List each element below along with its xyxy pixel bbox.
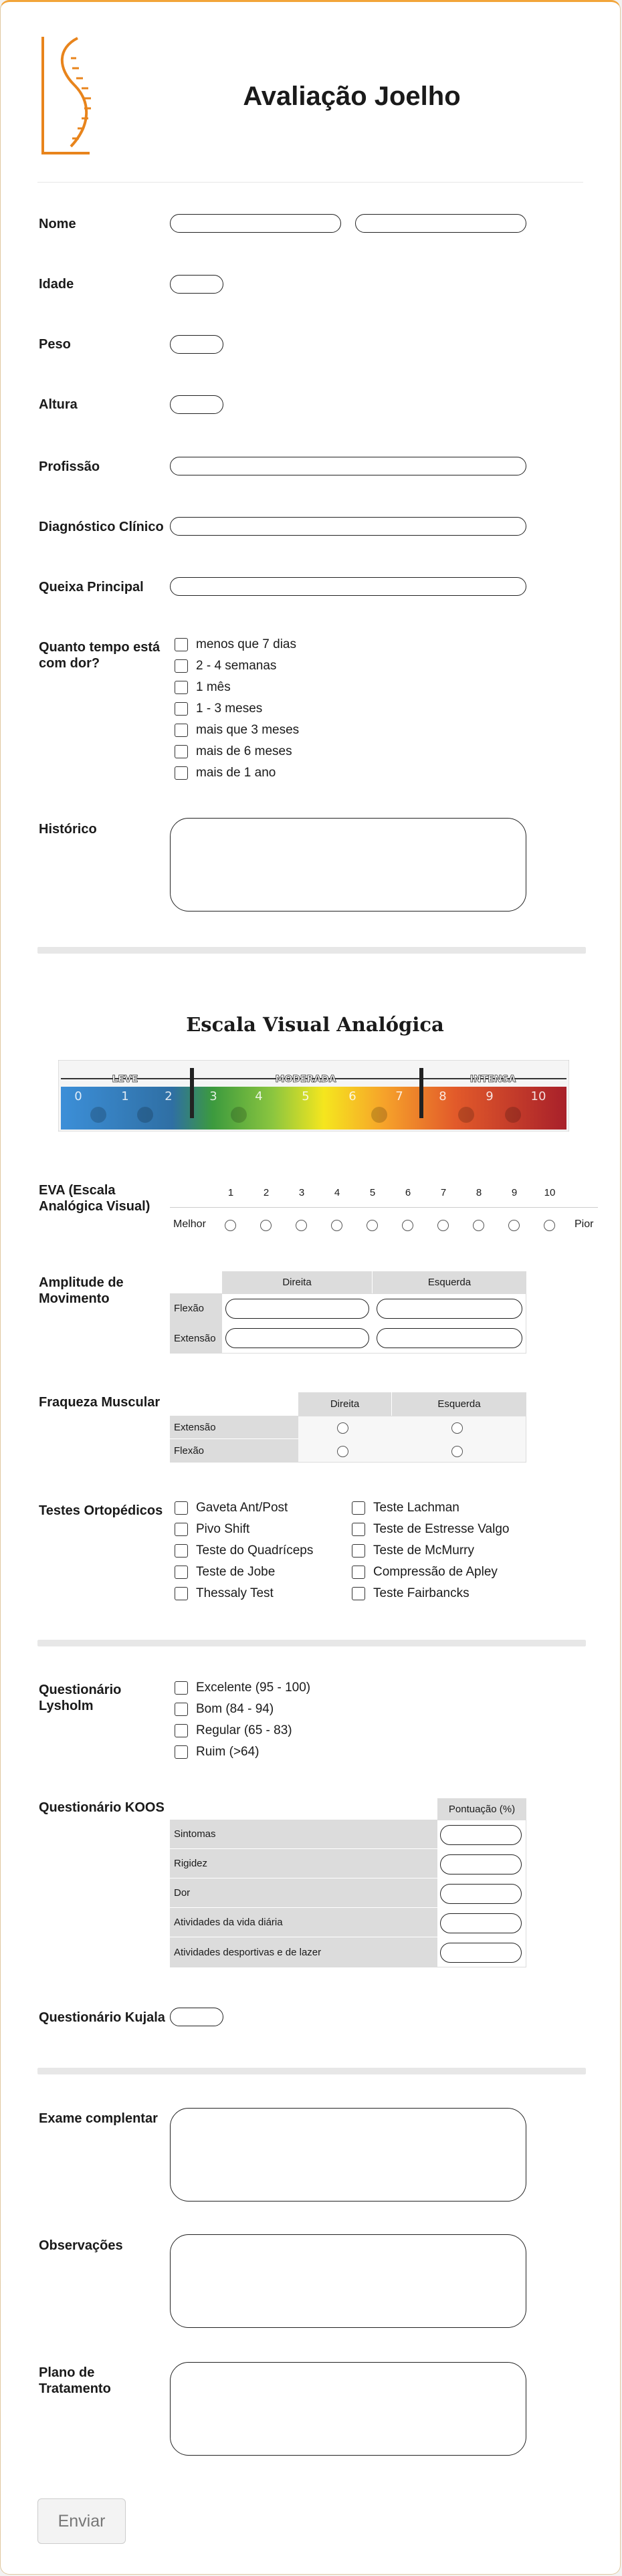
eva-radio-2[interactable] — [260, 1220, 272, 1231]
eva-radio-7[interactable] — [437, 1220, 449, 1231]
checkbox[interactable] — [175, 1544, 188, 1558]
eva-separator — [170, 1207, 598, 1208]
exame-textarea[interactable] — [170, 2108, 526, 2202]
lysholm-option[interactable]: Bom (84 - 94) — [175, 1701, 274, 1718]
lysholm-label: Questionário Lysholm — [39, 1683, 122, 1713]
amplitude-extensao-direita-input[interactable] — [225, 1328, 369, 1348]
idade-label: Idade — [39, 277, 74, 292]
submit-button[interactable]: Enviar — [37, 2498, 126, 2544]
koos-avd-input[interactable] — [440, 1913, 522, 1933]
teste-option[interactable]: Pivo Shift — [175, 1521, 249, 1538]
teste-option[interactable]: Thessaly Test — [175, 1585, 274, 1602]
amplitude-extensao-esquerda-input[interactable] — [377, 1328, 522, 1348]
face-icon — [371, 1107, 387, 1123]
fraqueza-header-esquerda: Esquerda — [392, 1392, 526, 1416]
eva-radio-1[interactable] — [225, 1220, 236, 1231]
checkbox[interactable] — [352, 1587, 365, 1600]
koos-row-label: Atividades da vida diária — [170, 1908, 437, 1937]
scale-number: 5 — [302, 1089, 310, 1103]
checkbox[interactable] — [175, 1745, 188, 1759]
checkbox[interactable] — [175, 1587, 188, 1600]
fraqueza-row-label: Flexão — [170, 1439, 298, 1463]
koos-dor-input[interactable] — [440, 1884, 522, 1904]
checkbox[interactable] — [175, 745, 188, 758]
section-divider — [37, 2068, 586, 2074]
face-icon — [90, 1107, 106, 1123]
eva-number: 5 — [369, 1187, 376, 1198]
form-header — [37, 31, 583, 183]
koos-desportivas-input[interactable] — [440, 1943, 522, 1963]
testes-label: Testes Ortopédicos — [39, 1503, 163, 1518]
pain-scale-image — [58, 1060, 569, 1132]
scale-number: 8 — [439, 1089, 447, 1103]
profissao-label: Profissão — [39, 459, 100, 474]
face-icon — [505, 1107, 521, 1123]
historico-textarea[interactable] — [170, 818, 526, 911]
eva-radio-9[interactable] — [508, 1220, 520, 1231]
eva-number: 10 — [544, 1187, 556, 1198]
koos-row-label: Sintomas — [170, 1820, 437, 1849]
checkbox[interactable] — [352, 1523, 365, 1536]
teste-option[interactable]: Teste de McMurry — [352, 1542, 474, 1560]
fraqueza-header-direita: Direita — [298, 1392, 392, 1416]
teste-option[interactable]: Teste de Jobe — [175, 1564, 275, 1581]
checkbox[interactable] — [175, 1566, 188, 1579]
altura-label: Altura — [39, 397, 78, 412]
checkbox[interactable] — [175, 1501, 188, 1515]
scale-number: 4 — [255, 1089, 263, 1103]
eva-number: 4 — [334, 1187, 340, 1198]
checkbox[interactable] — [175, 1703, 188, 1716]
checkbox[interactable] — [175, 681, 188, 694]
eva-title: Escala Visual Analógica — [186, 1013, 444, 1036]
amplitude-row-label: Flexão — [170, 1293, 222, 1323]
teste-option[interactable]: Teste do Quadríceps — [175, 1542, 313, 1560]
teste-option[interactable]: Compressão de Apley — [352, 1564, 498, 1581]
eva-pior-label: Pior — [575, 1218, 594, 1230]
scale-label-leve: LEVE — [112, 1074, 138, 1085]
scale-number: 9 — [486, 1089, 494, 1103]
tempo-option[interactable]: mais que 3 meses — [175, 722, 299, 739]
historico-label: Histórico — [39, 822, 97, 837]
eva-melhor-label: Melhor — [173, 1218, 206, 1230]
scale-number: 7 — [395, 1089, 403, 1103]
koos-row-label: Dor — [170, 1879, 437, 1908]
checkbox[interactable] — [175, 659, 188, 673]
eva-radio-4[interactable] — [331, 1220, 342, 1231]
amplitude-flexao-esquerda-input[interactable] — [377, 1299, 522, 1319]
fraqueza-extensao-direita-radio[interactable] — [337, 1422, 348, 1434]
eva-number: 1 — [227, 1187, 234, 1198]
eva-radio-6[interactable] — [402, 1220, 413, 1231]
face-icon — [137, 1107, 153, 1123]
amplitude-row-label: Extensão — [170, 1323, 222, 1354]
exame-label: Exame complentar — [39, 2111, 158, 2126]
teste-option[interactable]: Teste Fairbancks — [352, 1585, 470, 1602]
lysholm-option[interactable]: Ruim (>64) — [175, 1743, 260, 1761]
eva-number: 6 — [405, 1187, 411, 1198]
tempo-option[interactable]: 1 - 3 meses — [175, 700, 262, 718]
checkbox[interactable] — [175, 702, 188, 716]
checkbox[interactable] — [352, 1544, 365, 1558]
koos-label: Questionário KOOS — [39, 1800, 165, 1815]
spine-logo-icon — [37, 31, 99, 158]
face-icon — [231, 1107, 247, 1123]
diagnostico-input[interactable] — [170, 517, 526, 536]
eva-radio-10[interactable] — [544, 1220, 555, 1231]
fraqueza-extensao-esquerda-radio[interactable] — [451, 1422, 463, 1434]
tempo-option[interactable]: mais de 6 meses — [175, 743, 292, 760]
checkbox[interactable] — [175, 638, 188, 651]
koos-row-label: Rigidez — [170, 1849, 437, 1879]
checkbox[interactable] — [175, 1724, 188, 1737]
koos-rigidez-input[interactable] — [440, 1854, 522, 1874]
altura-input[interactable] — [170, 395, 223, 414]
observacoes-textarea[interactable] — [170, 2234, 526, 2328]
tempo-option[interactable]: mais de 1 ano — [175, 764, 276, 782]
peso-input[interactable] — [170, 335, 223, 354]
peso-label: Peso — [39, 337, 71, 352]
section-divider — [37, 1640, 586, 1646]
scale-number: 6 — [348, 1089, 356, 1103]
amplitude-header-esquerda: Esquerda — [373, 1271, 526, 1293]
eva-label: EVA (Escala Analógica Visual) — [39, 1183, 150, 1214]
eva-radio-3[interactable] — [296, 1220, 307, 1231]
tempo-option[interactable]: 1 mês — [175, 679, 231, 696]
plano-label: Plano de Tratamento — [39, 2365, 111, 2396]
scale-number: 10 — [530, 1089, 546, 1103]
diagnostico-label: Diagnóstico Clínico — [39, 520, 164, 534]
teste-option[interactable]: Teste de Estresse Valgo — [352, 1521, 509, 1538]
scale-number: 3 — [209, 1089, 217, 1103]
scale-number: 0 — [74, 1089, 82, 1103]
lysholm-option[interactable]: Regular (65 - 83) — [175, 1722, 292, 1739]
checkbox[interactable] — [352, 1501, 365, 1515]
queixa-input[interactable] — [170, 577, 526, 596]
tempo-label: Quanto tempo está com dor? — [39, 640, 161, 671]
section-divider — [37, 947, 586, 954]
idade-input[interactable] — [170, 275, 223, 294]
scale-number: 1 — [121, 1089, 129, 1103]
observacoes-label: Observações — [39, 2238, 123, 2253]
lysholm-option[interactable]: Excelente (95 - 100) — [175, 1679, 310, 1697]
tempo-option[interactable]: menos que 7 dias — [175, 636, 296, 653]
eva-radio-8[interactable] — [473, 1220, 484, 1231]
profissao-input[interactable] — [170, 457, 526, 475]
checkbox[interactable] — [175, 724, 188, 737]
checkbox[interactable] — [175, 766, 188, 780]
amplitude-label: Amplitude de Movimento — [39, 1275, 124, 1306]
page-title: Avaliação Joelho — [243, 82, 461, 111]
eva-number: 9 — [511, 1187, 518, 1198]
scale-label-moderada: MODERADA — [275, 1074, 336, 1085]
nome-label: Nome — [39, 217, 76, 231]
koos-row-label: Atividades desportivas e de lazer — [170, 1937, 437, 1967]
teste-option[interactable]: Teste Lachman — [352, 1499, 459, 1517]
fraqueza-row-label: Extensão — [170, 1416, 298, 1439]
amplitude-flexao-direita-input[interactable] — [225, 1299, 369, 1319]
eva-number: 8 — [476, 1187, 482, 1198]
eva-radio-5[interactable] — [367, 1220, 378, 1231]
fraqueza-flexao-esquerda-radio[interactable] — [451, 1446, 463, 1457]
eva-number: 3 — [298, 1187, 305, 1198]
queixa-label: Queixa Principal — [39, 580, 144, 595]
koos-sintomas-input[interactable] — [440, 1825, 522, 1845]
teste-option[interactable]: Gaveta Ant/Post — [175, 1499, 288, 1517]
kujala-input[interactable] — [170, 2008, 223, 2026]
first-name-input[interactable] — [170, 214, 341, 233]
eva-number: 2 — [263, 1187, 270, 1198]
eva-number: 7 — [440, 1187, 447, 1198]
amplitude-header-direita: Direita — [222, 1271, 373, 1293]
scale-label-intensa: INTENSA — [470, 1074, 516, 1085]
face-icon — [458, 1107, 474, 1123]
checkbox[interactable] — [175, 1681, 188, 1695]
tempo-option[interactable]: 2 - 4 semanas — [175, 657, 276, 675]
koos-header: Pontuação (%) — [437, 1798, 526, 1820]
checkbox[interactable] — [175, 1523, 188, 1536]
last-name-input[interactable] — [355, 214, 526, 233]
fraqueza-flexao-direita-radio[interactable] — [337, 1446, 348, 1457]
scale-number: 2 — [165, 1089, 173, 1103]
checkbox[interactable] — [352, 1566, 365, 1579]
kujala-label: Questionário Kujala — [39, 2010, 165, 2025]
plano-textarea[interactable] — [170, 2362, 526, 2456]
fraqueza-label: Fraqueza Muscular — [39, 1395, 161, 1410]
